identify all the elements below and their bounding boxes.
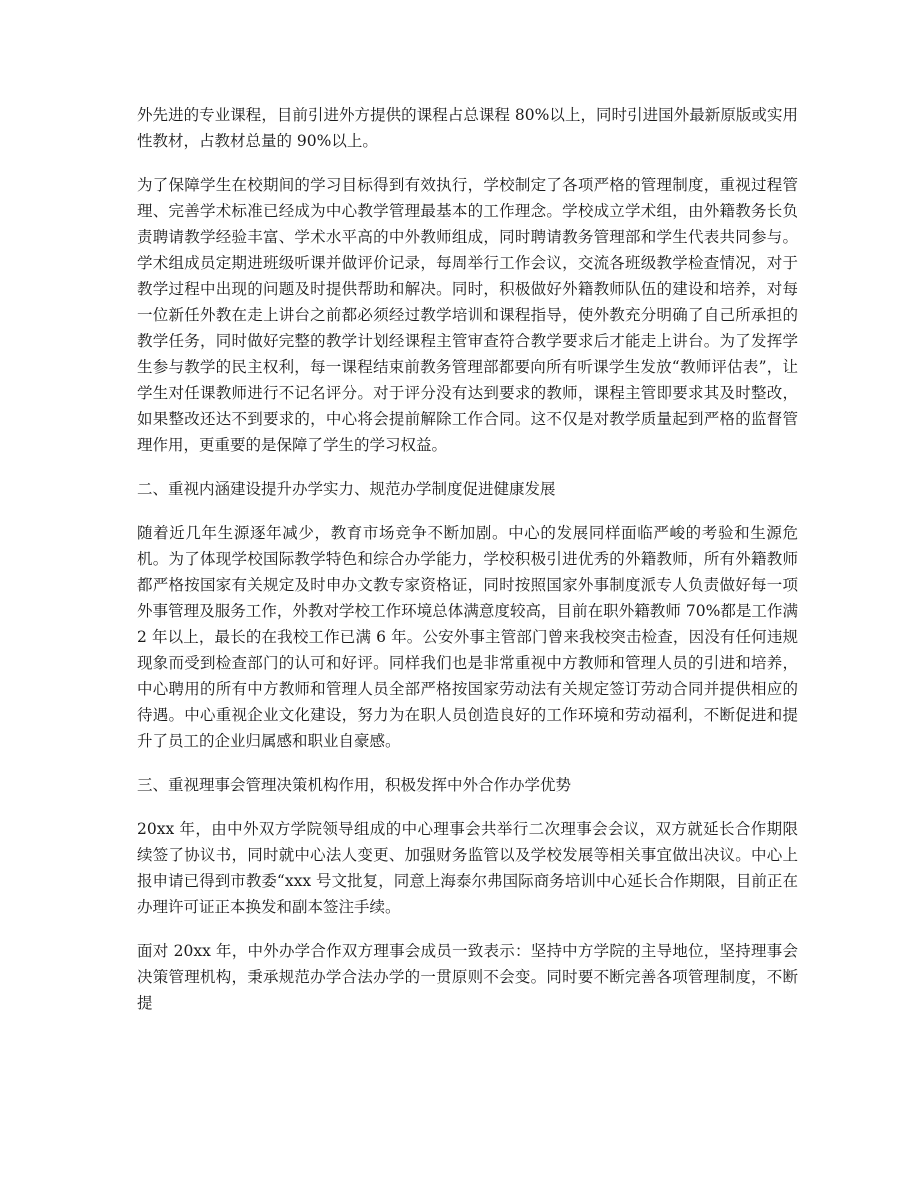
- body-paragraph: 外先进的专业课程，目前引进外方提供的课程占总课程 80%以上，同时引进国外最新原版或实用性教材，占教材总量的 90%以上。: [137, 106, 798, 150]
- body-paragraph: 为了保障学生在校期间的学习目标得到有效执行，学校制定了各项严格的管理制度，重视过程管理、完善学术标准已经成为中心教学管理最基本的工作理念。学校成立学术组，由外籍教务长负责聘请教学经验丰富、学术水平高的中外教师组成，同时聘请教务管理部和学生代表共同参与。学术组成员定期进班级听课并做评价记录，每周举行工作会议，交流各班级教学检查情况，对于教学过程中出现的问题及时提供帮助和解决。同时，积极做好外籍教师队伍的建设和培养，对每一位新任外教在走上讲台之前都必须经过教学培训和课程指导，使外教充分明确了自己所承担的教学任务，同时做好完整的教学计划经课程主管审查符合教学要求后才能走上讲台。为了发挥学生参与教学的民主权利，每一课程结束前教务管理部都要向所有听课学生发放“教师评估表”，让学生对任课教师进行不记名评分。对于评分没有达到要求的教师，课程主管即要求其及时整改，如果整改还达不到要求的，中心将会提前解除工作合同。这不仅是对教学质量起到严格的监督管理作用，更重要的是保障了学生的学习权益。: [137, 176, 798, 454]
- section-heading: 三、重视理事会管理决策机构作用，积极发挥中外合作办学优势: [137, 776, 572, 794]
- body-paragraph: 随着近几年生源逐年减少，教育市场竞争不断加剧。中心的发展同样面临严峻的考验和生源危机。为了体现学校国际教学特色和综合办学能力，学校积极引进优秀的外籍教师，所有外籍教师都严格按国家有关规定及时申办文教专家资格证，同时按照国家外事制度派专人负责做好每一项外事管理及服务工作，外教对学校工作环境总体满意度较高，目前在职外籍教师 70%都是工作满 2 年以上，最长的在我校工作已满 6 年。公安外事主管部门曾来我校突击检查，因没有任何违规现象而受到检查部门的认可和好评。同样我们也是非常重视中方教师和管理人员的引进和培养，中心聘用的所有中方教师和管理人员全部严格按国家劳动法有关规定签订劳动合同并提供相应的待遇。中心重视企业文化建设，努力为在职人员创造良好的工作环境和劳动福利，不断促进和提升了员工的企业归属感和职业自豪感。: [137, 524, 798, 750]
- body-paragraph: 20xx 年，由中外双方学院领导组成的中心理事会共举行二次理事会会议，双方就延长合作期限续签了协议书，同时就中心法人变更、加强财务监管以及学校发展等相关事宜做出决议。中心上报申请已得到市教委“xxx 号文批复，同意上海泰尔弗国际商务培训中心延长合作期限，目前正在办理许可证正本换发和副本签注手续。: [137, 820, 798, 916]
- body-paragraph: 面对 20xx 年，中外办学合作双方理事会成员一致表示：坚持中方学院的主导地位，坚持理事会决策管理机构，秉承规范办学合法办学的一贯原则不会变。同时要不断完善各项管理制度，不断提: [137, 942, 798, 1012]
- section-heading: 二、重视内涵建设提升办学实力、规范办学制度促进健康发展: [137, 480, 556, 498]
